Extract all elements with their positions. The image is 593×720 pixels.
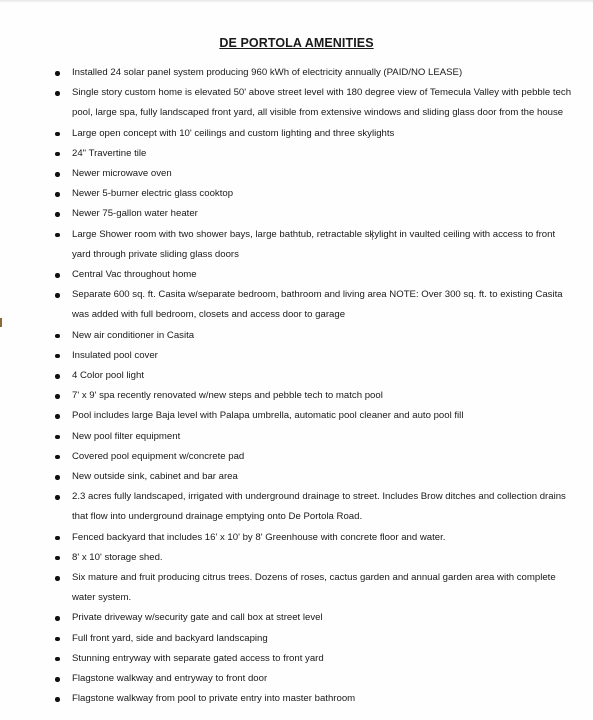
scan-margin-mark <box>0 318 2 327</box>
list-item: 24" Travertine tile <box>54 144 574 164</box>
list-item: Flagstone walkway from pool to private entry into master bathroom <box>54 689 574 709</box>
list-item: New air conditioner in Casita <box>54 326 574 346</box>
list-item: Central Vac throughout home <box>54 265 574 285</box>
list-item: Large Shower room with two shower bays, large bathtub, retractable skylight in vaulted ceiling with access to front yard through private sliding glass doors <box>54 225 574 265</box>
list-item: Stunning entryway with separate gated access to front yard <box>54 649 574 669</box>
list-item: Full front yard, side and backyard landscaping <box>54 629 574 649</box>
list-item: Newer microwave oven <box>54 164 574 184</box>
list-item: 8' x 10' storage shed. <box>54 548 574 568</box>
list-item: Installed 24 solar panel system producing 960 kWh of electricity annually (PAID/NO LEASE) <box>54 63 574 83</box>
list-item: Six mature and fruit producing citrus trees. Dozens of roses, cactus garden and annual garden area with complete water system. <box>54 568 574 608</box>
list-item: Newer 75-gallon water heater <box>54 204 574 224</box>
list-item: Insulated pool cover <box>54 346 574 366</box>
list-item: Single story custom home is elevated 50' above street level with 180 degree view of Temecula Valley with pebble tech pool, large spa, fully landscaped front yard, all visible from extensive windows and sliding glass door from the house <box>54 83 574 123</box>
document-title: DE PORTOLA AMENITIES <box>219 36 374 50</box>
scan-top-edge <box>0 0 593 3</box>
list-item: 2.3 acres fully landscaped, irrigated with underground drainage to street. Includes Brow ditches and collection drains that flow into underground drainage emptying onto De Portola Road. <box>54 487 574 527</box>
list-item: Separate 600 sq. ft. Casita w/separate bedroom, bathroom and living area NOTE: Over 300 sq. ft. to existing Casita was added with full bedroom, closets and access door to garage <box>54 285 574 325</box>
list-item: Private driveway w/security gate and call box at street level <box>54 608 574 628</box>
list-item: Pool includes large Baja level with Palapa umbrella, automatic pool cleaner and auto pool fill <box>54 406 574 426</box>
list-item: New outside sink, cabinet and bar area <box>54 467 574 487</box>
list-item: Large open concept with 10' ceilings and custom lighting and three skylights <box>54 124 574 144</box>
amenities-list <box>54 63 574 710</box>
list-item: Flagstone walkway and entryway to front door <box>54 669 574 689</box>
list-item: 4 Color pool light <box>54 366 574 386</box>
list-item: New pool filter equipment <box>54 427 574 447</box>
list-item: Newer 5-burner electric glass cooktop <box>54 184 574 204</box>
list-item: Covered pool equipment w/concrete pad <box>54 447 574 467</box>
list-item: Fenced backyard that includes 16' x 10' by 8' Greenhouse with concrete floor and water. <box>54 528 574 548</box>
list-item: 7' x 9' spa recently renovated w/new steps and pebble tech to match pool <box>54 386 574 406</box>
